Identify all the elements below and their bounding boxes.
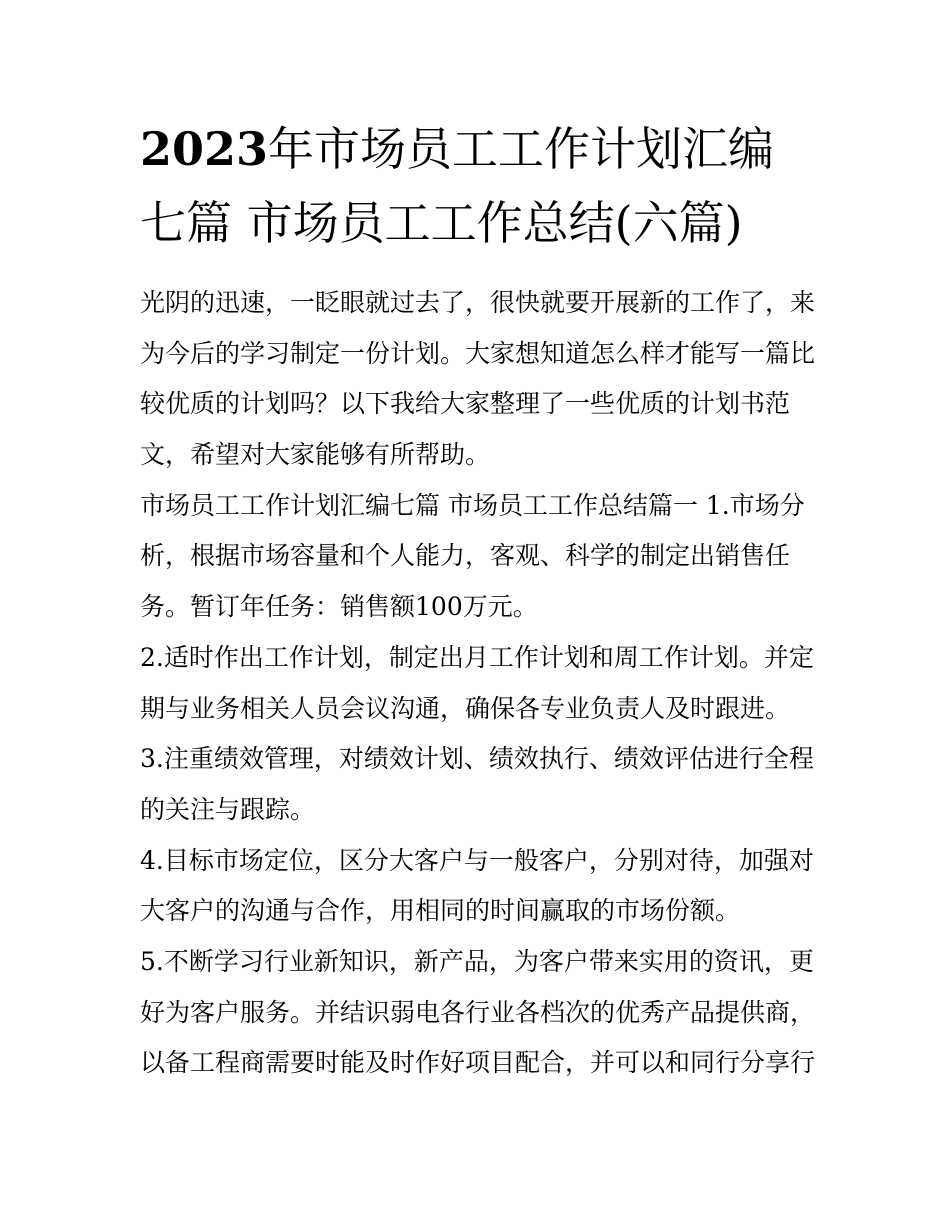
body-line: 以备工程商需要时能及时作好项目配合，并可以和同行分享行 — [140, 1048, 816, 1078]
document-body — [140, 278, 820, 1089]
title-line-1 — [140, 112, 820, 186]
document-title — [140, 112, 820, 260]
body-line: 4.目标市场定位，区分大客户与一般客户，分别对待，加强对 — [140, 845, 814, 875]
body-line: 期与业务相关人员会议沟通，确保各专业负责人及时跟进。 — [140, 693, 791, 723]
body-line: 好为客户服务。并结识弱电各行业各档次的优秀产品提供商， — [140, 997, 816, 1027]
body-line: 的关注与跟踪。 — [140, 794, 316, 824]
title-text: 七篇 市场员工工作总结(六篇) — [140, 196, 743, 250]
body-line: 析，根据市场容量和个人能力，客观、科学的制定出销售任 — [140, 541, 791, 571]
body-line: 较优质的计划吗？以下我给大家整理了一些优质的计划书范 — [140, 389, 791, 419]
body-line: 市场员工工作计划汇编七篇 市场员工工作总结篇一 1.市场分 — [140, 490, 805, 520]
title-year: 2023 — [140, 122, 269, 176]
title-line-2 — [140, 186, 820, 260]
body-line: 务。暂订年任务：销售额100万元。 — [140, 592, 538, 622]
body-line: 2.适时作出工作计划，制定出月工作计划和周工作计划。并定 — [140, 642, 814, 672]
body-line: 为今后的学习制定一份计划。大家想知道怎么样才能写一篇比 — [140, 338, 816, 368]
body-line: 光阴的迅速，一眨眼就过去了，很快就要开展新的工作了，来 — [140, 288, 816, 317]
title-text: 年市场员工工作计划汇编 — [268, 122, 775, 176]
body-line: 3.注重绩效管理，对绩效计划、绩效执行、绩效评估进行全程 — [140, 744, 814, 774]
body-line: 文，希望对大家能够有所帮助。 — [140, 440, 491, 470]
body-line: 大客户的沟通与合作，用相同的时间赢取的市场份额。 — [140, 896, 741, 926]
body-line: 5.不断学习行业新知识，新产品，为客户带来实用的资讯，更 — [140, 946, 814, 976]
